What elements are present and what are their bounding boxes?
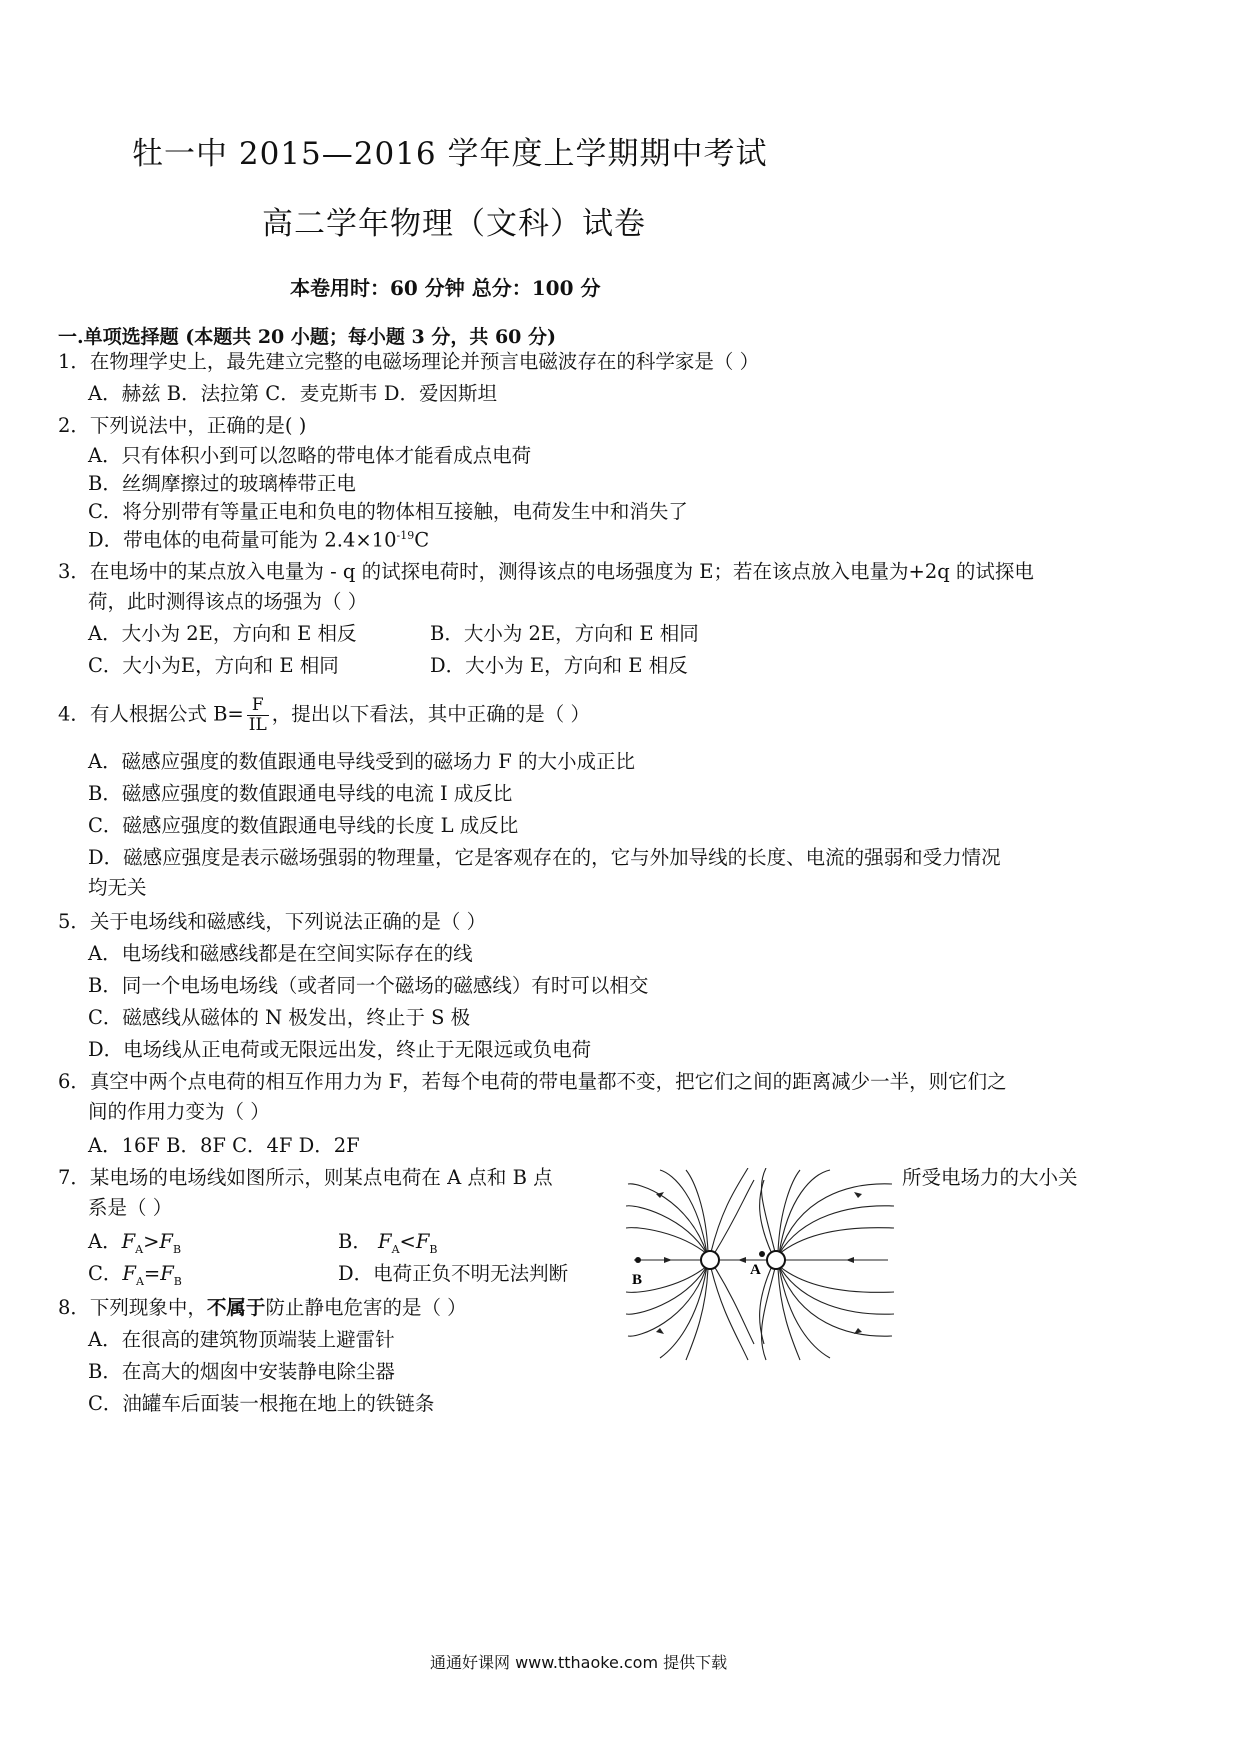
- point-b-dot: [635, 1257, 641, 1263]
- q2-option-d: D．带电体的电荷量可能为 $2.4\times 10^{-19}C$: [88, 528, 430, 552]
- formula-fraction: $\frac{F}{IL}$: [248, 695, 267, 735]
- q2-stem: 2．下列说法中，正确的是( ): [58, 414, 307, 437]
- q6-options: A．16F B．8F C．4F D．2F: [88, 1134, 360, 1157]
- q5-stem: 5．关于电场线和磁感线，下列说法正确的是（ ）: [58, 910, 487, 933]
- q8-stem: 8．下列现象中，不属于防止静电危害的是（ ）: [58, 1296, 467, 1319]
- q3-option-d: D．大小为 E，方向和 E 相反: [430, 654, 688, 677]
- q1-stem: 1．在物理学史上，最先建立完整的电磁场理论并预言电磁波存在的科学家是（ ）: [58, 350, 760, 373]
- q6-stem-line1: 6．真空中两个点电荷的相互作用力为 F，若每个电荷的带电量都不变，把它们之间的距离减少一半，则它们之: [58, 1070, 1007, 1093]
- q4-option-a: A．磁感应强度的数值跟通电导线受到的磁场力 F 的大小成正比: [88, 750, 636, 773]
- point-a-label: A: [750, 1262, 761, 1278]
- section-heading: 一.单项选择题 (本题共 20 小题；每小题 3 分，共 60 分): [58, 326, 556, 348]
- q5-option-c: C．磁感线从磁体的 N 极发出，终止于 S 极: [88, 1006, 471, 1029]
- point-a-dot: [759, 1251, 765, 1257]
- q7-stem-line2: 系是（ ）: [88, 1196, 173, 1219]
- q4-option-d-line2: 均无关: [88, 876, 147, 899]
- q7-option-c: C．$F_A=F_B$: [88, 1262, 182, 1288]
- q5-option-b: B．同一个电场电场线（或者同一个磁场的磁感线）有时可以相交: [88, 974, 649, 997]
- q7-option-b: B． $F_A<F_B$: [338, 1230, 438, 1256]
- q3-option-b: B．大小为 2E，方向和 E 相同: [430, 622, 699, 645]
- q7-option-d: D．电荷正负不明无法判断: [338, 1262, 569, 1285]
- q5-option-a: A．电场线和磁感线都是在空间实际存在的线: [88, 942, 473, 965]
- footer-source: 通通好课网 www.tthaoke.com 提供下载: [430, 1653, 728, 1672]
- q6-stem-line2: 间的作用力变为（ ）: [88, 1100, 270, 1123]
- point-b-label: B: [632, 1272, 643, 1288]
- q2-option-b: B．丝绸摩擦过的玻璃棒带正电: [88, 472, 356, 495]
- q2-option-c: C．将分别带有等量正电和负电的物体相互接触，电荷发生中和消失了: [88, 500, 688, 523]
- q8-option-a: A．在很高的建筑物顶端装上避雷针: [88, 1328, 395, 1351]
- q7-stem-right: 所受电场力的大小关: [902, 1166, 1078, 1189]
- q8-option-b: B．在高大的烟囱中安装静电除尘器: [88, 1360, 395, 1383]
- q7-stem-left: 7．某电场的电场线如图所示，则某点电荷在 A 点和 B 点: [58, 1166, 553, 1189]
- q3-option-a: A．大小为 2E，方向和 E 相反: [88, 622, 357, 645]
- charge-left: [701, 1251, 719, 1269]
- charge-right: [767, 1251, 785, 1269]
- q3-stem-line2: 荷，此时测得该点的场强为（ ）: [88, 590, 368, 613]
- exam-subtitle: 高二学年物理（文科）试卷: [262, 206, 646, 242]
- q4-option-c: C．磁感应强度的数值跟通电导线的长度 L 成反比: [88, 814, 519, 837]
- q3-option-c: C．大小为E，方向和 E 相同: [88, 654, 339, 677]
- q4-option-d-line1: D．磁感应强度是表示磁场强弱的物理量，它是客观存在的，它与外加导线的长度、电流的强弱和受力情况: [88, 846, 1001, 869]
- exam-meta: 本卷用时：60 分钟 总分：100 分: [290, 276, 601, 300]
- exam-title: 牡一中 2015—2016 学年度上学期期中考试: [132, 136, 768, 172]
- q3-stem-line1: 3．在电场中的某点放入电量为 - q 的试探电荷时，测得该点的电场强度为 E；若在该点放入电量为+2q 的试探电: [58, 560, 1034, 583]
- q5-option-d: D．电场线从正电荷或无限远出发，终止于无限远或负电荷: [88, 1038, 592, 1061]
- electric-field-diagram: [626, 1168, 894, 1363]
- q7-option-a: A．$F_A>F_B$: [88, 1230, 182, 1256]
- q4-stem: 4．有人根据公式 B= $\frac{F}{IL}$ ，提出以下看法，其中正确的是（ ）: [58, 695, 590, 735]
- q4-option-b: B．磁感应强度的数值跟通电导线的电流 I 成反比: [88, 782, 513, 805]
- q2-option-a: A．只有体积小到可以忽略的带电体才能看成点电荷: [88, 444, 532, 467]
- q1-options: A．赫兹 B．法拉第 C．麦克斯韦 D．爱因斯坦: [88, 382, 498, 405]
- q8-option-c: C．油罐车后面装一根拖在地上的铁链条: [88, 1392, 435, 1415]
